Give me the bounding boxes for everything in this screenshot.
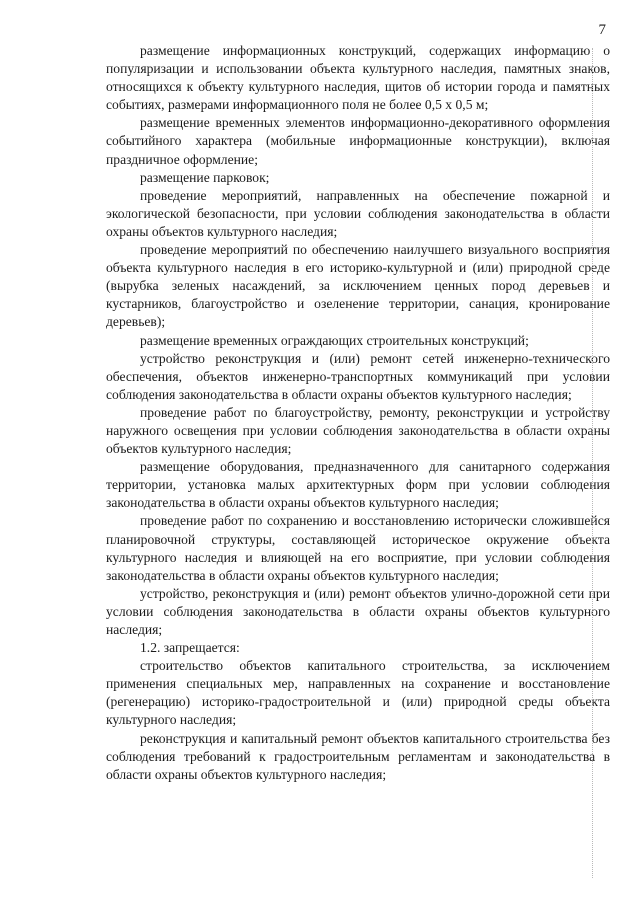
paragraph-temporary-fencing: размещение временных ограждающих строительных конструкций;	[140, 332, 529, 348]
paragraph-sanitary-equipment: размещение оборудования, предназначенного для санитарного содержания территории, установка малых архитектурных форм при условии соблюдения законодательства в области охраны объектов культурного наследия;	[106, 459, 610, 511]
document-body	[106, 42, 610, 784]
scan-artifact-line	[592, 48, 593, 878]
paragraph-temporary-decor: размещение временных элементов информационно-декоративного оформления событийного характера (мобильные информационные конструкции), включая праздничное оформление;	[106, 115, 610, 167]
paragraph-road-network: устройство, реконструкция и (или) ремонт объектов улично-дорожной сети при условии соблюдения законодательства в области охраны объектов культурного наследия;	[106, 585, 610, 637]
paragraph-fire-safety: проведение мероприятий, направленных на обеспечение пожарной и экологической безопасности, при условии соблюдения законодательства в области охраны объектов культурного наследия;	[106, 187, 610, 239]
paragraph-planning-structure: проведение работ по сохранению и восстановлению исторически сложившейся планировочной структуры, составляющей историческое окружение объекта культурного наследия и влияющей на его восприятие, при условии соблюдения законодательства в области охраны объектов культурного наследия;	[106, 513, 610, 583]
paragraph-reconstruction-repair: реконструкция и капитальный ремонт объектов капитального строительства без соблюдения требований к градостроительным регламентам и законодательства в области охраны объектов культурного наследия;	[106, 730, 610, 782]
paragraph-visual-perception: проведение мероприятий по обеспечению наилучшего визуального восприятия объекта культурного наследия в его историко-культурной и (или) природной среде (вырубка зеленых насаждений, за исключением ценных пород деревьев и кустарников, благоустройство и озеленение территории, санация, кронирование деревьев);	[106, 242, 610, 330]
paragraph-capital-construction: строительство объектов капитального строительства, за исключением применения специальных мер, направленных на сохранение и восстановление (регенерацию) историко-градостроительной и (или) природной среды объекта культурного наследия;	[106, 658, 610, 728]
paragraph-engineering-networks: устройство реконструкция и (или) ремонт сетей инженерно-технического обеспечения, объектов инженерно-транспортных коммуникаций при условии соблюдения законодательства в области охраны объектов культурного наследия;	[106, 350, 610, 402]
paragraph-parking: размещение парковок;	[140, 169, 270, 185]
section-heading-prohibited: 1.2. запрещается:	[140, 640, 240, 656]
page-number: 7	[598, 22, 606, 38]
paragraph-info-structures: размещение информационных конструкций, содержащих информацию о популяризации и использовании объекта культурного наследия, памятных знаков, относящихся к объекту культурного наследия, щитов об истории города и памятных событиях, размерами информационного поля не более 0,5 х 0,5 м;	[106, 43, 610, 113]
paragraph-landscaping-lighting: проведение работ по благоустройству, ремонту, реконструкции и устройству наружного освещения при условии соблюдения законодательства в области охраны объектов культурного наследия;	[106, 404, 610, 457]
